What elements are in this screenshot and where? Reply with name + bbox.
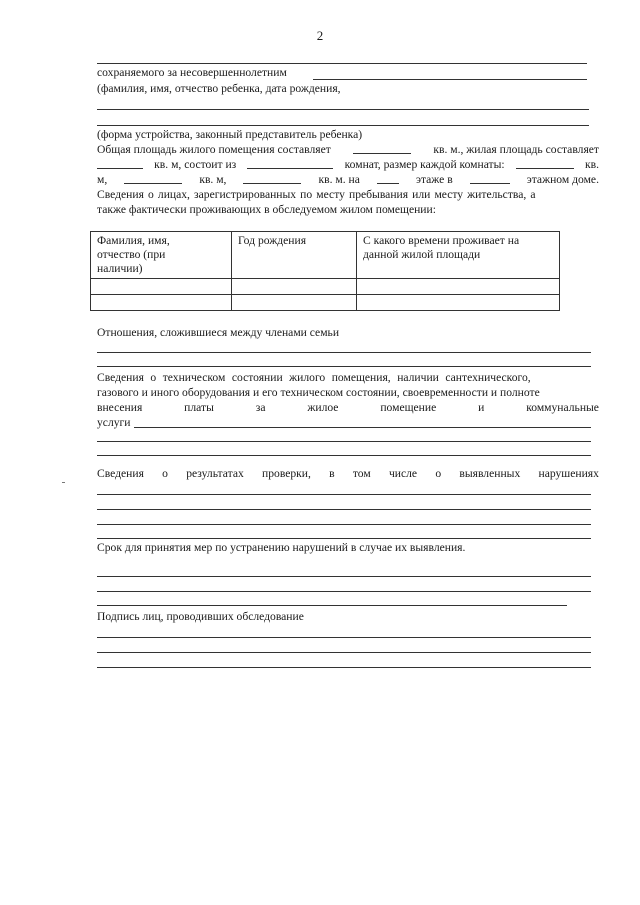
fill-line: [97, 366, 591, 367]
room-size-field-1[interactable]: [516, 158, 574, 169]
table-cell[interactable]: [357, 279, 560, 295]
floor-field[interactable]: [377, 173, 399, 184]
fill-line: [97, 455, 591, 456]
word: за: [255, 401, 266, 414]
residents-intro: Сведения о лицах, зарегистрированных по месту пребывания или месту жительства, а: [97, 188, 536, 201]
fill-line: [97, 509, 591, 510]
inspection-results-label: [97, 467, 599, 481]
table-cell[interactable]: [232, 295, 357, 311]
fill-line: [97, 109, 589, 110]
fill-line: [97, 524, 591, 525]
fill-line: [97, 352, 591, 353]
column-header-text: наличии): [97, 262, 143, 275]
table-row: [91, 295, 560, 311]
unit-sqm-label: кв. м,: [199, 173, 227, 186]
fill-line: [97, 441, 591, 442]
building-floors-field[interactable]: [470, 173, 510, 184]
family-relations-label: Отношения, сложившиеся между членами семьи: [97, 326, 340, 339]
word: результатах: [186, 467, 244, 480]
fill-line: [97, 637, 591, 638]
preserved-for-minor-label: сохраняемого за несовершеннолетним: [97, 66, 287, 79]
rooms-count-label: кв. м, состоит из: [154, 158, 237, 171]
word: нарушениях: [538, 467, 599, 480]
page-number: 2: [316, 28, 324, 43]
technical-state-label: Сведения о техническом состоянии жилого помещения, наличии сантехнического,: [97, 371, 531, 384]
word: о: [435, 467, 442, 480]
table-cell[interactable]: [357, 295, 560, 311]
column-header-name: [91, 232, 232, 279]
word: в: [329, 467, 335, 480]
table-cell[interactable]: [91, 279, 232, 295]
technical-state-label: газового и иного оборудования и его техническом состоянии, своевременности и полноте: [97, 386, 540, 399]
floor-on-label: кв. м. на: [318, 173, 360, 186]
word: проверки,: [262, 467, 311, 480]
fill-line: [97, 605, 567, 606]
column-header-text: Год рождения: [238, 234, 307, 247]
technical-state-label: услуги: [97, 416, 131, 429]
fill-line: [97, 63, 587, 64]
fill-line: [97, 667, 591, 668]
area-line-1: [97, 143, 599, 157]
column-header-text: отчество (при: [97, 248, 166, 261]
column-header-text: С какого времени проживает на: [363, 234, 520, 247]
table-cell[interactable]: [232, 279, 357, 295]
word: том: [352, 467, 371, 480]
table-row: [91, 279, 560, 295]
word: выявленных: [459, 467, 521, 480]
floor-house-label: этажном доме.: [526, 173, 599, 186]
word: платы: [184, 401, 214, 414]
column-header-residence-since: [357, 232, 560, 279]
fill-line: [134, 427, 591, 428]
fill-line: [97, 652, 591, 653]
area-total-label: Общая площадь жилого помещения составляет: [97, 143, 331, 156]
area-line-2: [97, 158, 599, 172]
margin-mark: [62, 482, 65, 483]
table-cell[interactable]: [91, 295, 232, 311]
room-size-field-3[interactable]: [243, 173, 301, 184]
unit-sqm-label: кв.: [584, 158, 599, 171]
inspectors-signature-label: Подпись лиц, проводивших обследование: [97, 610, 304, 623]
floor-in-label: этаже в: [415, 173, 453, 186]
word: и: [478, 401, 485, 414]
unit-m-label: м,: [97, 173, 108, 186]
word: Сведения: [97, 467, 144, 480]
living-area-field[interactable]: [97, 158, 143, 169]
column-header-text: данной жилой площади: [363, 248, 481, 261]
form-hint: (форма устройства, законный представитель ребенка): [97, 128, 363, 141]
area-line-3: [97, 173, 599, 187]
word: жилое: [307, 401, 339, 414]
fill-line: [97, 576, 591, 577]
column-header-birth-year: [232, 232, 357, 279]
room-size-field-2[interactable]: [124, 173, 182, 184]
word: помещение: [380, 401, 437, 414]
area-living-label: кв. м., жилая площадь составляет: [433, 143, 599, 156]
word: коммунальные: [526, 401, 599, 414]
technical-state-words: [97, 401, 599, 415]
table-header-row: [91, 232, 560, 279]
word: внесения: [97, 401, 143, 414]
child-name-hint: (фамилия, имя, отчество ребенка, дата рождения,: [97, 82, 341, 95]
residents-intro: также фактически проживающих в обследуемом жилом помещении:: [97, 203, 436, 216]
room-size-label: комнат, размер каждой комнаты:: [344, 158, 505, 171]
word: о: [162, 467, 168, 480]
fill-line: [97, 538, 591, 539]
fill-line: [97, 125, 589, 126]
rooms-count-field[interactable]: [247, 158, 333, 169]
fill-line: [97, 494, 591, 495]
residents-table: [90, 231, 560, 311]
column-header-text: Фамилия, имя,: [97, 234, 170, 247]
word: числе: [388, 467, 418, 480]
fill-line: [313, 79, 587, 80]
total-area-field[interactable]: [353, 143, 411, 154]
remediation-deadline-label: Срок для принятия мер по устранению нарушений в случае их выявления.: [97, 541, 466, 554]
fill-line: [97, 591, 591, 592]
